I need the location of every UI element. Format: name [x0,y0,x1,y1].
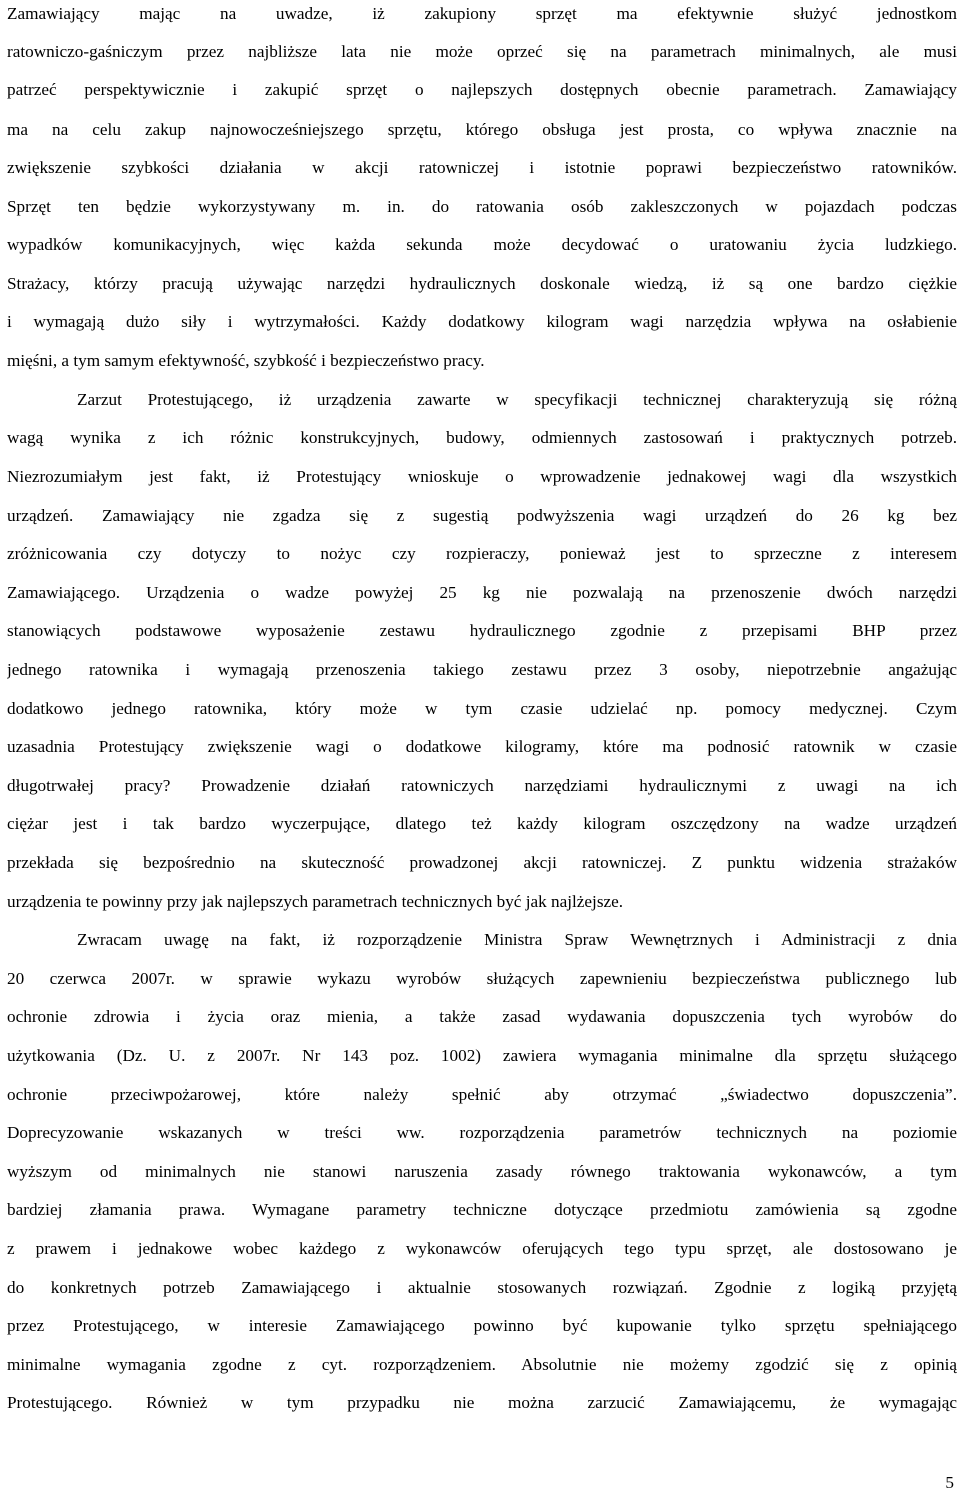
text-line: ochronie zdrowia i życia oraz mienia, a także zasad wydawania dopuszczenia tych wyrobów do [7,1007,957,1026]
text-line: uzasadnia Protestujący zwiększenie wagi o dodatkowe kilogramy, które ma podnosić ratownik w czasie [7,737,957,756]
text-line: zróżnicowania czy dotyczy to nożyc czy rozpieraczy, ponieważ jest to sprzeczne z interesem [7,544,957,563]
text-line: Zarzut Protestującego, iż urządzenia zawarte w specyfikacji technicznej charakteryzują się różną [77,390,957,409]
text-line: z prawem i jednakowe wobec każdego z wykonawców oferujących tego typu sprzęt, ale dostosowano je [7,1239,957,1258]
text-line: wagą wynika z ich różnic konstrukcyjnych, budowy, odmiennych zastosowań i praktycznych potrzeb. [7,428,957,447]
text-line: Niezrozumiałym jest fakt, iż Protestujący wnioskuje o wprowadzenie jednakowej wagi dla wszystkich [7,467,957,486]
text-line: długotrwałej pracy? Prowadzenie działań ratowniczych narzędziami hydraulicznymi z uwagi na ich [7,776,957,795]
text-line: ochronie przeciwpożarowej, które należy spełnić aby otrzymać „świadectwo dopuszczenia”. [7,1085,957,1104]
text-line: dodatkowo jednego ratownika, który może w tym czasie udzielać np. pomocy medycznej. Czym [7,699,957,718]
text-line: urządzeń. Zamawiający nie zgadza się z sugestią podwyższenia wagi urządzeń do 26 kg bez [7,506,957,525]
text-line: ciężar jest i tak bardzo wyczerpujące, dlatego też każdy kilogram oszczędzony na wadze urządzeń [7,814,957,833]
text-line: Sprzęt ten będzie wykorzystywany m. in. do ratowania osób zakleszczonych w pojazdach podczas [7,197,957,216]
page-number: 5 [945,1473,954,1492]
text-line: urządzenia te powinny przy jak najlepszych parametrach technicznych być jak najlżejsze. [7,892,624,911]
text-line: ratowniczo-gaśniczym przez najbliższe lata nie może oprzeć się na parametrach minimalnych, ale musi [7,42,957,61]
text-line: i wymagają dużo siły i wytrzymałości. Każdy dodatkowy kilogram wagi narzędzia wpływa na osłabienie [7,312,957,331]
text-line: przez Protestującego, w interesie Zamawiającego powinno być kupowanie tylko sprzętu spełniającego [7,1316,957,1335]
text-line: zwiększenie szybkości działania w akcji ratowniczej i istotnie poprawi bezpieczeństwo ratowników. [7,158,957,177]
text-line: Zwracam uwagę na fakt, iż rozporządzenie Ministra Spraw Wewnętrznych i Administracji z dnia [77,930,957,949]
text-line: Strażacy, którzy pracują używając narzędzi hydraulicznych doskonale wiedzą, iż są one bardzo ciężkie [7,274,957,293]
text-line: Zamawiającego. Urządzenia o wadze powyżej 25 kg nie pozwalają na przenoszenie dwóch narzędzi [7,583,957,602]
text-line: bardziej złamania prawa. Wymagane parametry techniczne dotyczące przedmiotu zamówienia są zgodne [7,1200,957,1219]
text-line: Doprecyzowanie wskazanych w treści ww. rozporządzenia parametrów technicznych na poziomie [7,1123,957,1142]
text-line: przekłada się bezpośrednio na skuteczność prowadzonej akcji ratowniczej. Z punktu widzenia strażaków [7,853,957,872]
text-line: jednego ratownika i wymagają przenoszenia takiego zestawu przez 3 osoby, niepotrzebnie angażując [7,660,957,679]
text-line: Zamawiający mając na uwadze, iż zakupiony sprzęt ma efektywnie służyć jednostkom [7,4,957,23]
text-line: mięśni, a tym samym efektywność, szybkość i bezpieczeństwo pracy. [7,351,485,370]
text-line: patrzeć perspektywicznie i zakupić sprzęt o najlepszych dostępnych obecnie parametrach. Zamawiający [7,80,957,99]
text-line: minimalne wymagania zgodne z cyt. rozporządzeniem. Absolutnie nie możemy zgodzić się z opinią [7,1355,957,1374]
text-line: wypadków komunikacyjnych, więc każda sekunda może decydować o uratowaniu życia ludzkiego. [7,235,957,254]
text-line: Protestującego. Również w tym przypadku nie można zarzucić Zamawiającemu, że wymagając [7,1393,957,1412]
text-line: użytkowania (Dz. U. z 2007r. Nr 143 poz. 1002) zawiera wymagania minimalne dla sprzętu służącego [7,1046,957,1065]
text-line: wyższym od minimalnych nie stanowi naruszenia zasady równego traktowania wykonawców, a tym [7,1162,957,1181]
text-line: do konkretnych potrzeb Zamawiającego i aktualnie stosowanych rozwiązań. Zgodnie z logiką przyjętą [7,1278,957,1297]
text-line: stanowiących podstawowe wyposażenie zestawu hydraulicznego zgodnie z przepisami BHP przez [7,621,957,640]
text-line: ma na celu zakup najnowocześniejszego sprzętu, którego obsługa jest prosta, co wpływa znacznie na [7,120,957,139]
text-line: 20 czerwca 2007r. w sprawie wykazu wyrobów służących zapewnieniu bezpieczeństwa publicznego lub [7,969,957,988]
